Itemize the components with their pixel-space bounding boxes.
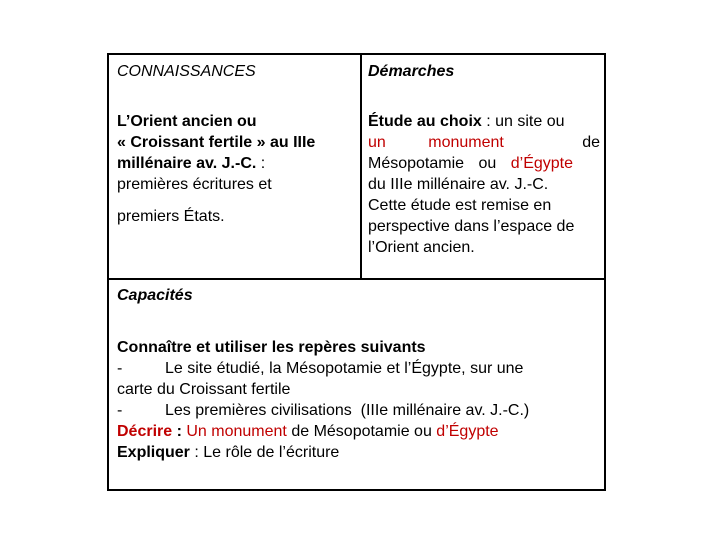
right-red-monument: un monument — [368, 134, 504, 151]
left-line-2: « Croissant fertile » au IIIe — [117, 134, 316, 151]
right-bold: Étude au choix — [368, 113, 482, 130]
expliquer-label: Expliquer — [117, 444, 190, 461]
right-line-6: perspective dans l’espace de — [368, 218, 575, 235]
right-line-4: du IIIe millénaire av. J.-C. — [368, 176, 549, 193]
header-demarches: Démarches — [368, 63, 455, 80]
row-divider — [109, 278, 604, 280]
header-connaissances: CONNAISSANCES — [117, 63, 256, 80]
right-line-3: Mésopotamie ou — [368, 155, 511, 172]
decrire-monument: Un monument — [186, 423, 287, 440]
capacites-item-1b: carte du Croissant fertile — [117, 381, 291, 398]
decrire-middle: de Mésopotamie ou — [286, 423, 437, 440]
right-red-egypte: d’Égypte — [510, 155, 573, 172]
right-line-2-rest: de — [582, 134, 600, 151]
decrire-label: Décrire — [117, 423, 173, 440]
left-line-1: L’Orient ancien ou — [117, 113, 257, 130]
programme-table — [107, 53, 606, 491]
right-line-7: l’Orient ancien. — [368, 239, 475, 256]
left-line-3-bold: millénaire av. J.-C. — [117, 155, 257, 172]
decrire-egypte: d’Égypte — [436, 423, 499, 440]
right-line-5: Cette étude est remise en — [368, 197, 552, 214]
capacites-title: Capacités — [117, 287, 193, 304]
capacites-text — [117, 337, 587, 463]
capacites-heading: Connaître et utiliser les repères suivants — [117, 339, 426, 356]
bullet-dash-2: - — [117, 402, 123, 419]
capacites-item-1a: Le site étudié, la Mésopotamie et l’Égypte, sur une — [165, 360, 524, 377]
left-line-3-normal: : — [256, 155, 266, 172]
left-line-4: premières écritures et — [117, 176, 272, 193]
column-divider — [360, 55, 362, 279]
expliquer-text: : Le rôle de l’écriture — [189, 444, 340, 461]
left-line-5: premiers États. — [117, 208, 225, 225]
connaissances-text — [117, 111, 355, 227]
decrire-colon: : — [172, 423, 187, 440]
bullet-dash-1: - — [117, 360, 123, 377]
capacites-item-2: Les premières civilisations (IIIe millénaire av. J.-C.) — [165, 402, 530, 419]
demarches-text — [368, 111, 600, 258]
right-line-1-rest: : un site ou — [481, 113, 565, 130]
